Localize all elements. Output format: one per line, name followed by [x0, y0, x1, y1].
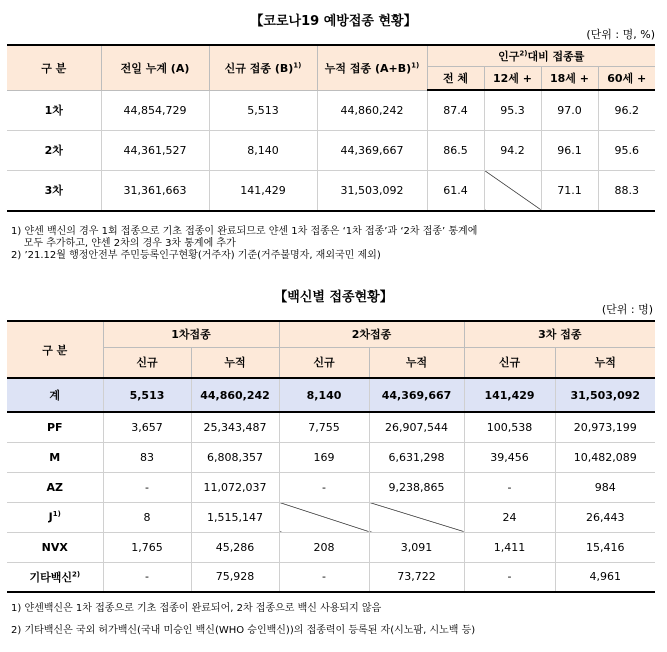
unit-label-2: (단위 : 명) — [601, 303, 653, 316]
row-label: M — [7, 442, 103, 472]
cell-rate-18: 71.1 — [541, 170, 598, 211]
cell: 3,657 — [103, 412, 191, 442]
table-row — [7, 532, 655, 562]
cell: 984 — [555, 472, 655, 502]
header-cumulative: 누적 접종 $(A+B)^{1)}$ — [317, 45, 427, 90]
cell: 8,140 — [279, 378, 369, 412]
header-rate-60: 60세 + — [598, 66, 655, 90]
table-row — [7, 412, 655, 442]
cell-new: 141,429 — [209, 170, 317, 211]
cell: 208 — [279, 532, 369, 562]
cell-rate-12: 94.2 — [484, 130, 541, 170]
row-label: $J^{1)}$ — [7, 502, 103, 532]
cell: - — [279, 472, 369, 502]
cell: 5,513 — [103, 378, 191, 412]
cell-cum: 44,369,667 — [317, 130, 427, 170]
cell-rate-60: 96.2 — [598, 90, 655, 130]
cell: 4,961 — [555, 562, 655, 592]
cell: 9,238,865 — [369, 472, 464, 502]
cell: 8 — [103, 502, 191, 532]
cell-rate-all: 61.4 — [427, 170, 484, 211]
header-rate-18: 18세 + — [541, 66, 598, 90]
header-sub: 누적 — [555, 347, 655, 378]
row-label: AZ — [7, 472, 103, 502]
row-label: NVX — [7, 532, 103, 562]
cell: 169 — [279, 442, 369, 472]
cell: 1,765 — [103, 532, 191, 562]
note-line: 2) 기타백신은 국외 허가백신(국내 미승인 백신(WHO 승인백신))의 접종력이 등록된 자(시노팜, 시노백 등) — [11, 625, 476, 636]
cell-rate-18: 97.0 — [541, 90, 598, 130]
note-line: 모두 추가하고, 얀센 2차의 경우 3차 통계에 추가 — [11, 238, 236, 249]
cell-prev: 44,854,729 — [101, 90, 209, 130]
table-row — [7, 442, 655, 472]
cell: 7,755 — [279, 412, 369, 442]
vaccine-status-title: 【백신별 접종현황】 — [274, 290, 393, 305]
cell-empty — [369, 502, 464, 532]
cell: 31,503,092 — [555, 378, 655, 412]
cell: 100,538 — [464, 412, 555, 442]
cell-prev: 44,361,527 — [101, 130, 209, 170]
cell: 25,343,487 — [191, 412, 279, 442]
vaccination-status-table — [7, 44, 655, 212]
vaccination-status-title: 【코로나19 예방접종 현황】 — [250, 14, 417, 29]
cell-prev: 31,361,663 — [101, 170, 209, 211]
header-category: 구 분 — [7, 45, 101, 90]
cell-cum: 44,860,242 — [317, 90, 427, 130]
header-rate-all: 전 체 — [427, 66, 484, 90]
vaccine-breakdown-table — [7, 320, 655, 593]
cell: 11,072,037 — [191, 472, 279, 502]
table-row — [7, 170, 655, 211]
cell-rate-60: 88.3 — [598, 170, 655, 211]
cell: 45,286 — [191, 532, 279, 562]
cell-cum: 31,503,092 — [317, 170, 427, 211]
cell: - — [464, 562, 555, 592]
row-label: 3차 — [7, 170, 101, 211]
note-line: 1) 얀센백신은 1차 접종으로 기초 접종이 완료되어, 2차 접종으로 백신 사용되지 않음 — [11, 603, 382, 614]
cell-rate-all: 87.4 — [427, 90, 484, 130]
table-row-total — [7, 378, 655, 412]
note-line: 2) ’21.12월 행정안전부 주민등록인구현황(거주자) 기준(거주불명자, 재외국민 제외) — [11, 250, 381, 261]
cell: 1,515,147 — [191, 502, 279, 532]
cell: - — [103, 472, 191, 502]
cell-new: 5,513 — [209, 90, 317, 130]
header-rate-12: 12세 + — [484, 66, 541, 90]
unit-label-1: (단위 : 명, %) — [586, 28, 655, 41]
header-sub: 신규 — [464, 347, 555, 378]
cell-rate-60: 95.6 — [598, 130, 655, 170]
table-row — [7, 472, 655, 502]
cell-new: 8,140 — [209, 130, 317, 170]
header-sub: 누적 — [191, 347, 279, 378]
cell: 10,482,089 — [555, 442, 655, 472]
section1-notes — [11, 226, 477, 262]
table-row — [7, 90, 655, 130]
cell: 73,722 — [369, 562, 464, 592]
cell: - — [103, 562, 191, 592]
table-row — [7, 562, 655, 592]
cell: - — [464, 472, 555, 502]
cell: 141,429 — [464, 378, 555, 412]
cell: 75,928 — [191, 562, 279, 592]
cell: 3,091 — [369, 532, 464, 562]
cell: 44,369,667 — [369, 378, 464, 412]
header-dose3: 3차 접종 — [464, 321, 655, 347]
cell-rate-12-empty — [484, 170, 541, 211]
header-category: 구 분 — [7, 321, 103, 378]
cell: 20,973,199 — [555, 412, 655, 442]
row-label: 2차 — [7, 130, 101, 170]
row-label: PF — [7, 412, 103, 442]
cell: 1,411 — [464, 532, 555, 562]
header-sub: 신규 — [279, 347, 369, 378]
cell: 26,907,544 — [369, 412, 464, 442]
table-row — [7, 502, 655, 532]
header-prev-total: 전일 누계 (A) — [101, 45, 209, 90]
cell: 44,860,242 — [191, 378, 279, 412]
row-label: 1차 — [7, 90, 101, 130]
cell-rate-12: 95.3 — [484, 90, 541, 130]
header-dose2: 2차접종 — [279, 321, 464, 347]
cell-rate-18: 96.1 — [541, 130, 598, 170]
header-rate-group: 인구$^{2)}$대비 접종률 — [427, 45, 655, 66]
cell: 6,808,357 — [191, 442, 279, 472]
section2-notes — [11, 598, 475, 642]
cell: 24 — [464, 502, 555, 532]
cell: 39,456 — [464, 442, 555, 472]
row-label: 계 — [7, 378, 103, 412]
cell: 15,416 — [555, 532, 655, 562]
cell: - — [279, 562, 369, 592]
cell-rate-all: 86.5 — [427, 130, 484, 170]
row-label: 기타백신$^{2)}$ — [7, 562, 103, 592]
header-dose1: 1차접종 — [103, 321, 279, 347]
cell: 6,631,298 — [369, 442, 464, 472]
header-sub: 누적 — [369, 347, 464, 378]
header-sub: 신규 — [103, 347, 191, 378]
table-row — [7, 130, 655, 170]
header-new: 신규 접종 $(B)^{1)}$ — [209, 45, 317, 90]
cell: 26,443 — [555, 502, 655, 532]
cell-empty — [279, 502, 369, 532]
cell: 83 — [103, 442, 191, 472]
note-line: 1) 얀센 백신의 경우 1회 접종으로 기초 접종이 완료되므로 얀센 1차 접종은 ‘1차 접종’과 ‘2차 접종’ 통계에 — [11, 226, 478, 237]
